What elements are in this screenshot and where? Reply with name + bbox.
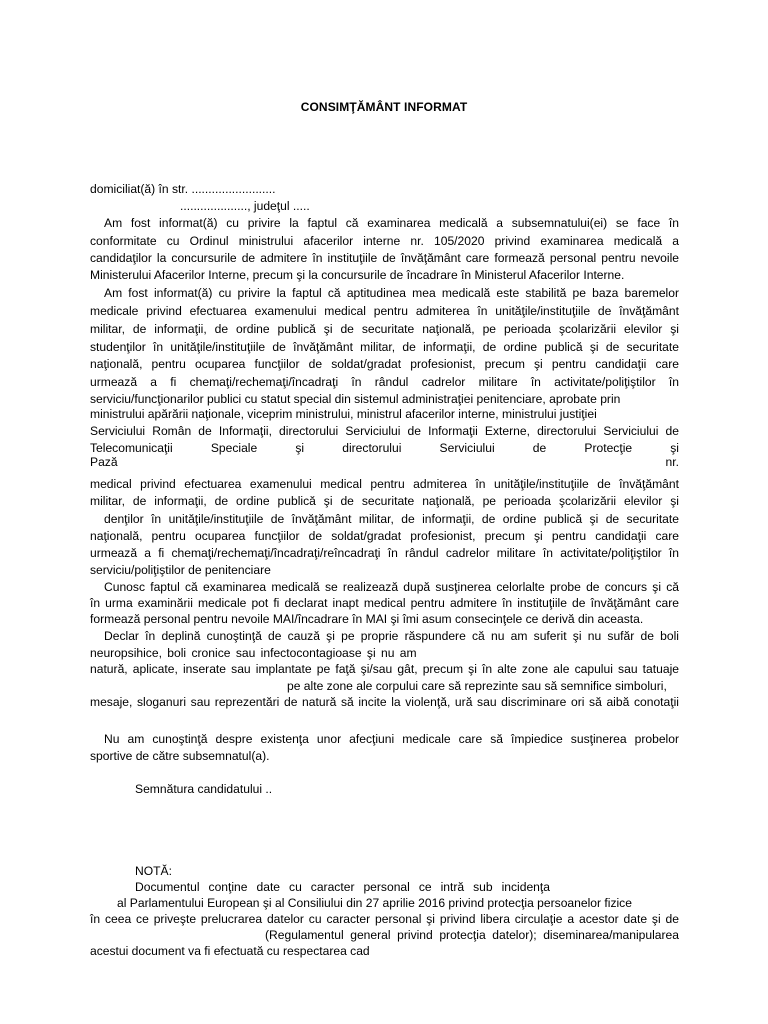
text-line: sportive de către subsemnatul(a).: [90, 749, 270, 763]
text-line: pe alte zone ale corpului care să reprezinte sau să semnifice simboluri,: [287, 679, 667, 693]
text-line: Telecomunicaţii Speciale şi directorului Serviciului de Protecţie şi Pază nr.: [90, 441, 679, 469]
text-line: militar, de informaţii, de ordine publică şi de securitate naţională, pe perioada şcolarizării elevilor şi: [90, 494, 679, 508]
text-line: Serviciului Român de Informaţii, directorului Serviciului de Informaţii Externe, directorului Serviciului de: [90, 424, 679, 438]
text-line: al Parlamentului European şi al Consiliului din 27 aprilie 2016 privind protecţia persoanelor fizice: [117, 896, 632, 910]
text-line: naţională, pentru ocuparea funcţiilor de soldat/gradat profesionist, precum şi pentru candidaţii care: [90, 357, 679, 371]
text-line: urmează a fi chemaţi/rechemaţi/încadraţi în rândul cadrelor militare în activitate/poliţiştilor în: [90, 375, 679, 389]
text-line: Documentul conţine date cu caracter personal ce intră sub incidenţa: [135, 880, 550, 894]
text-line: în ceea ce priveşte prelucrarea datelor cu caracter personal şi privind libera circulaţie a acestor date şi de: [90, 912, 679, 926]
document-title: CONSIMŢĂMÂNT INFORMAT: [300, 100, 468, 114]
text-line: neuropsihice, boli cronice sau infectocontagioase şi nu am: [90, 646, 417, 660]
text-line: militar, de informaţii, de ordine publică şi de securitate naţională, pe perioada şcolarizării elevilor şi: [90, 322, 679, 336]
text-line: naţională, pentru ocuparea funcţiilor de soldat/gradat profesionist, precum şi pentru candidaţii care: [90, 529, 679, 543]
text-line: Nu am cunoştinţă despre existenţa unor afecţiuni medicale care să împiedice susţinerea probelor: [104, 732, 679, 746]
text-line: denţilor în unităţile/instituţiile de învăţământ militar, de informaţii, de ordine publică şi de securitate: [104, 512, 679, 526]
text-line: medicale privind efectuarea examenului medical pentru admiterea în unităţile/instituţiile de învăţământ: [90, 304, 679, 318]
text-line: în urma examinării medicale pot fi declarat inapt medical pentru admitere în instituţiile de învăţământ care: [90, 596, 679, 610]
text-line: conformitate cu Ordinul ministrului afacerilor interne nr. 105/2020 privind examinarea medicală a: [90, 234, 679, 248]
signature-line: Semnătura candidatului ..: [135, 782, 273, 796]
text-line: candidaţilor la concursurile de admitere în instituţiile de învăţământ care formează personal pentru nevoile: [90, 251, 679, 265]
text-line: medical privind efectuarea examenului medical pentru admiterea în unităţile/instituţiile de învăţământ: [90, 477, 679, 491]
text-line: Declar în deplină cunoştinţă de cauză şi pe proprie răspundere că nu am suferit şi nu sufăr de boli: [104, 629, 679, 643]
text-line: urmează a fi chemaţi/rechemaţi/încadraţi/reîncadraţi în rândul cadrelor militare în activitate/poliţiştilor în: [90, 546, 679, 560]
text-line: natură, aplicate, inserate sau implantate pe faţă şi/sau gât, precum şi în alte zone ale capului sau tatuaje: [90, 662, 679, 676]
text-line: ...................., judeţul .....: [180, 199, 310, 213]
text-line: (Regulamentul general privind protecţia datelor); diseminarea/manipularea: [265, 928, 679, 942]
text-line: Cunosc faptul că examinarea medicală se realizează după susţinerea celorlalte probe de concurs şi că: [104, 580, 679, 594]
note-heading: NOTĂ:: [135, 864, 172, 878]
text-line: Am fost informat(ă) cu privire la faptul că examinarea medicală a subsemnatului(ei) se face în: [104, 216, 679, 230]
text-line: serviciu/funcţionarilor publici cu statut special din sistemul administraţiei penitenciare, aprobate prin: [90, 392, 621, 406]
text-line: mesaje, sloganuri sau reprezentări de natură să incite la violenţă, ură sau discriminare ori să aibă conotaţii: [90, 695, 679, 709]
text-line: studenţilor în unităţile/instituţiile de învăţământ militar, de informaţii, de ordine publică şi de securitate: [90, 340, 679, 354]
text-line: Am fost informat(ă) cu privire la faptul că aptitudinea mea medicală este stabilită pe baza baremelor: [104, 286, 679, 300]
text-line: Ministerului Afacerilor Interne, precum şi la concursurile de încadrare în Ministerul Afacerilor Interne.: [90, 268, 625, 282]
text-line: domiciliat(ă) în str. .........................: [90, 182, 276, 196]
text-line: formează personal pentru nevoile MAI/încadrare în MAI şi îmi asum consecinţele ce derivă din aceasta.: [90, 612, 644, 626]
text-line: serviciu/poliţiştilor de penitenciare: [90, 563, 271, 577]
text-line: acestui document va fi efectuată cu respectarea cad: [90, 944, 370, 958]
text-line: ministrului apărării naţionale, viceprim ministrului, ministrul afacerilor interne, ministrului justiţiei: [90, 407, 597, 421]
